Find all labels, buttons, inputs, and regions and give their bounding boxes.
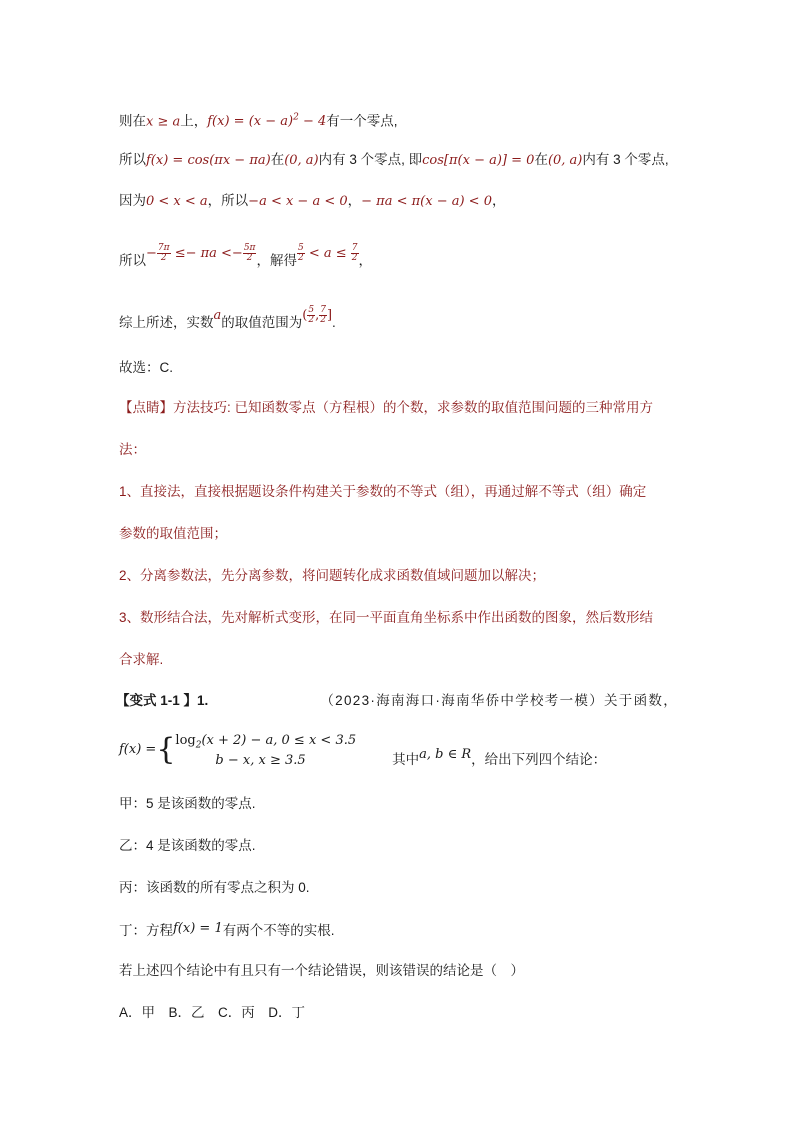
text: 则在 — [119, 113, 146, 129]
fraction — [157, 244, 171, 263]
math-part: f(x) = (x − a) — [207, 114, 294, 130]
math-expression: (0, a) — [547, 153, 583, 168]
text: ， — [347, 193, 362, 208]
text: 上， — [180, 113, 208, 129]
math-expression: (0, a) — [284, 153, 319, 168]
text: 内有 3 个零点, — [582, 152, 669, 167]
math-expression: f(x) = 1 — [173, 921, 223, 936]
solution-line-3 — [119, 191, 678, 212]
fraction-denominator: 2 — [320, 314, 326, 325]
fraction-denominator: 2 — [297, 252, 304, 263]
math-part: − 4 — [298, 114, 327, 130]
tip-line-1: 【点睛】方法技巧: 已知函数零点（方程根）的个数，求参数的取值范围问题的三种常用方 — [119, 400, 654, 415]
text: ， — [358, 253, 373, 268]
text: 其中 — [392, 752, 420, 767]
tip-line-4: 参数的取值范围； — [119, 526, 227, 541]
case-1 — [175, 733, 356, 754]
tip-line-2: 法： — [119, 442, 146, 457]
case-part: (x + 2) − a, 0 ≤ x < 3.5 — [201, 732, 357, 748]
text: 所以 — [119, 253, 146, 268]
math-expression: x ≥ a — [146, 114, 181, 130]
math-expression: cos[π(x − a)] = 0 — [422, 153, 535, 168]
text: 的取值范围为 — [221, 315, 303, 330]
fraction-denominator: 2 — [246, 252, 253, 263]
fraction-numerator: 7 — [320, 304, 326, 315]
fraction-denominator: 2 — [308, 314, 315, 325]
statement-yi: 乙：4 是该函数的零点. — [119, 838, 256, 853]
math-expression: − πa < π(x − a) < 0 — [361, 194, 492, 209]
math-expression: −a < x − a < 0 — [248, 194, 348, 209]
text: . — [332, 315, 336, 330]
fraction-numerator: 7 — [351, 242, 358, 253]
fraction-numerator: 5 — [297, 242, 304, 253]
question-number: 【变式 1-1 】1. — [116, 693, 209, 708]
text: 有两个不等的实根. — [222, 923, 335, 938]
fraction-numerator: 5 — [308, 304, 315, 315]
piecewise-function-line — [119, 728, 678, 782]
solution-line-5 — [119, 302, 678, 336]
question-prompt: 若上述四个结论中有且只有一个结论错误，则该错误的结论是（ ） — [119, 963, 524, 978]
separator: , — [315, 308, 320, 323]
tip-line-7: 合求解. — [119, 652, 164, 667]
math-expression: a — [213, 308, 222, 323]
math-part: < a ≤ — [304, 246, 351, 261]
text: 在 — [534, 152, 548, 167]
fraction — [307, 306, 315, 325]
tip-line-3: 1、直接法，直接根据题设条件构建关于参数的不等式（组），再通过解不等式（组）确定 — [119, 484, 647, 499]
question-source: （2023·海南海口·海南华侨中学校考一模）关于函数， — [320, 693, 678, 708]
math-part: ≤− πa <− — [170, 246, 243, 261]
text: 有一个零点, — [326, 113, 398, 129]
text: 在 — [270, 152, 285, 167]
log-base: 2 — [195, 740, 202, 751]
statement-ding — [119, 919, 678, 941]
math-expression: 0 < x < a — [146, 194, 208, 209]
fraction-denominator: 2 — [160, 252, 167, 263]
function-name: f(x) = — [119, 742, 157, 758]
tip-line-5: 2、分离参数法，先分离参数，将问题转化成求函数值域问题加以解决； — [119, 568, 546, 583]
text: ，所以 — [207, 193, 249, 208]
text: 内有 3 个零点, 即 — [318, 152, 423, 167]
text: ，给出下列四个结论： — [471, 752, 607, 767]
fraction-numerator: 7π — [157, 242, 170, 253]
case-2: b − x, x ≥ 3.5 — [215, 753, 306, 769]
math-expression — [207, 114, 326, 129]
tip-line-6: 3、数形结合法，先对解析式变形，在同一平面直角坐标系中作出函数的图象，然后数形结 — [119, 610, 654, 625]
brace: { — [156, 732, 176, 768]
question-header — [116, 691, 678, 711]
solution-line-2 — [119, 150, 678, 171]
fraction — [297, 244, 305, 263]
text: 所以 — [119, 152, 146, 167]
answer-line: 故选：C. — [119, 360, 173, 375]
text: ，解得 — [256, 253, 297, 268]
fraction — [243, 244, 257, 263]
interval: ] — [326, 308, 333, 323]
text: 综上所述，实数 — [119, 315, 214, 330]
math-part: − — [146, 246, 157, 261]
fraction — [319, 306, 327, 325]
statement-bing: 丙：该函数的所有零点之积为 0. — [119, 880, 310, 895]
solution-line-4 — [119, 240, 678, 274]
text: 丁：方程 — [119, 923, 173, 938]
piecewise-cases — [175, 733, 356, 769]
math-exponent: 2 — [293, 113, 299, 123]
fraction-numerator: 5π — [243, 242, 256, 253]
solution-line-1 — [119, 108, 678, 132]
answer-options: A．甲 B．乙 C．丙 D．丁 — [119, 1005, 306, 1020]
interval: ( — [302, 308, 308, 323]
case-part: log — [175, 732, 196, 748]
math-expression: f(x) = cos(πx − πa) — [146, 153, 271, 168]
text: ， — [491, 193, 506, 208]
fraction-denominator: 2 — [351, 252, 358, 263]
text: 因为 — [119, 193, 146, 208]
fraction — [351, 244, 359, 263]
statement-jia: 甲：5 是该函数的零点. — [119, 796, 256, 811]
math-expression: a, b ∈ R — [419, 747, 472, 762]
